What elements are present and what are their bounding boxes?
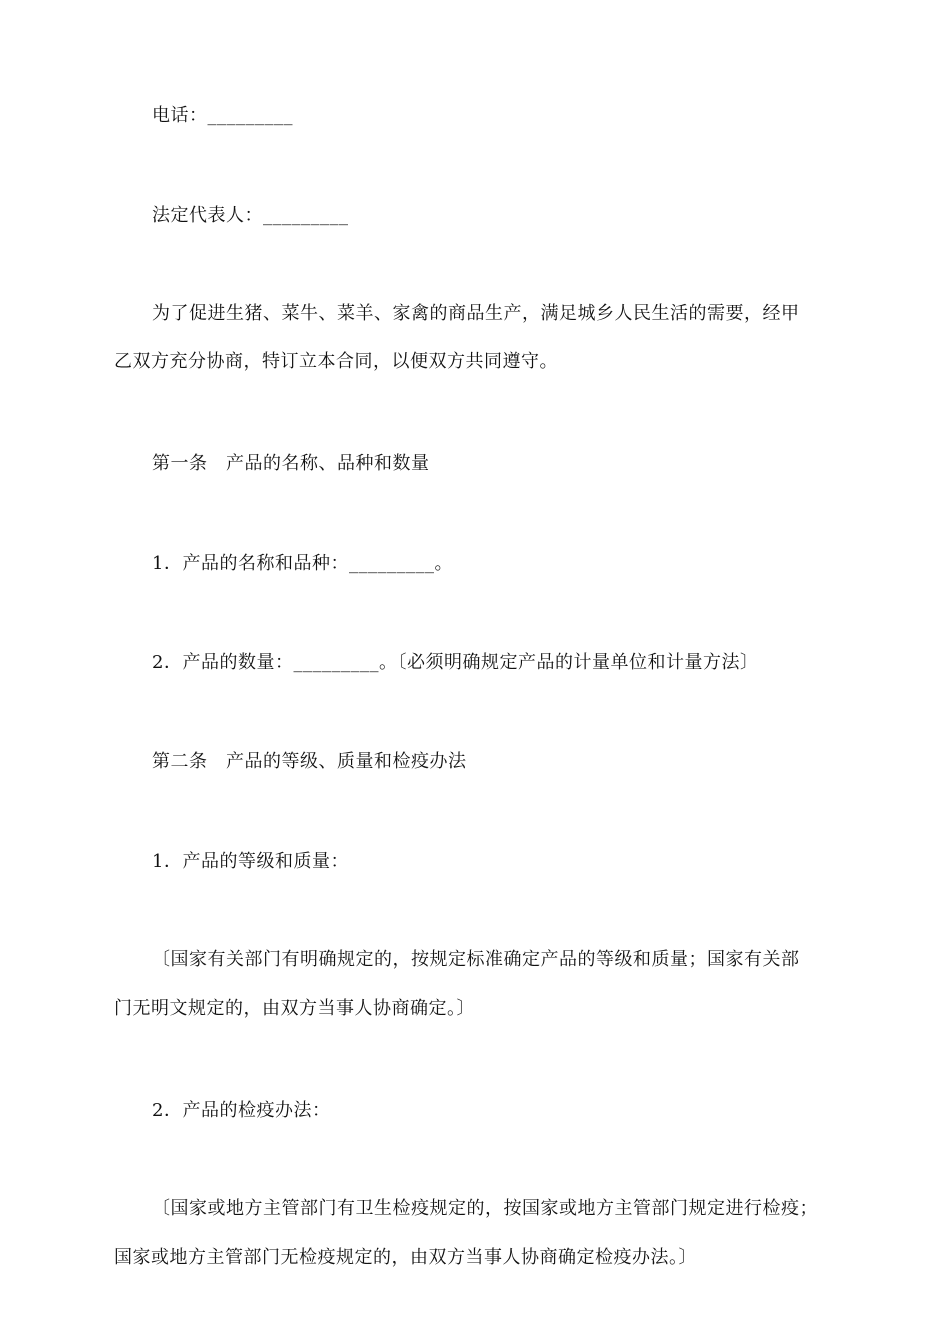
intro-paragraph-line-2: 乙双方充分协商，特订立本合同，以便双方共同遵守。 [114,351,558,372]
article-1-item-2: 2．产品的数量：_________。〔必须明确规定产品的计量单位和计量方法〕 [152,652,759,673]
article-2-item-1: 1．产品的等级和质量： [152,851,349,872]
phone-field: 电话：_________ [152,105,293,126]
article-2-item-2: 2．产品的检疫办法： [152,1100,331,1121]
intro-paragraph-line-1: 为了促进生猪、菜牛、菜羊、家禽的商品生产，满足城乡人民生活的需要，经甲 [152,303,800,324]
article-1-title: 第一条 产品的名称、品种和数量 [152,453,430,474]
article-2-note-1-line-1: 〔国家有关部门有明确规定的，按规定标准确定产品的等级和质量；国家有关部 [152,949,800,970]
article-2-title: 第二条 产品的等级、质量和检疫办法 [152,751,467,772]
legal-representative-field: 法定代表人：_________ [152,205,349,226]
article-2-note-2-line-1: 〔国家或地方主管部门有卫生检疫规定的，按国家或地方主管部门规定进行检疫； [152,1198,818,1219]
article-2-note-2-line-2: 国家或地方主管部门无检疫规定的，由双方当事人协商确定检疫办法。〕 [114,1247,697,1268]
article-2-note-1-line-2: 门无明文规定的，由双方当事人协商确定。〕 [114,998,475,1019]
article-1-item-1: 1．产品的名称和品种：_________。 [152,553,453,574]
